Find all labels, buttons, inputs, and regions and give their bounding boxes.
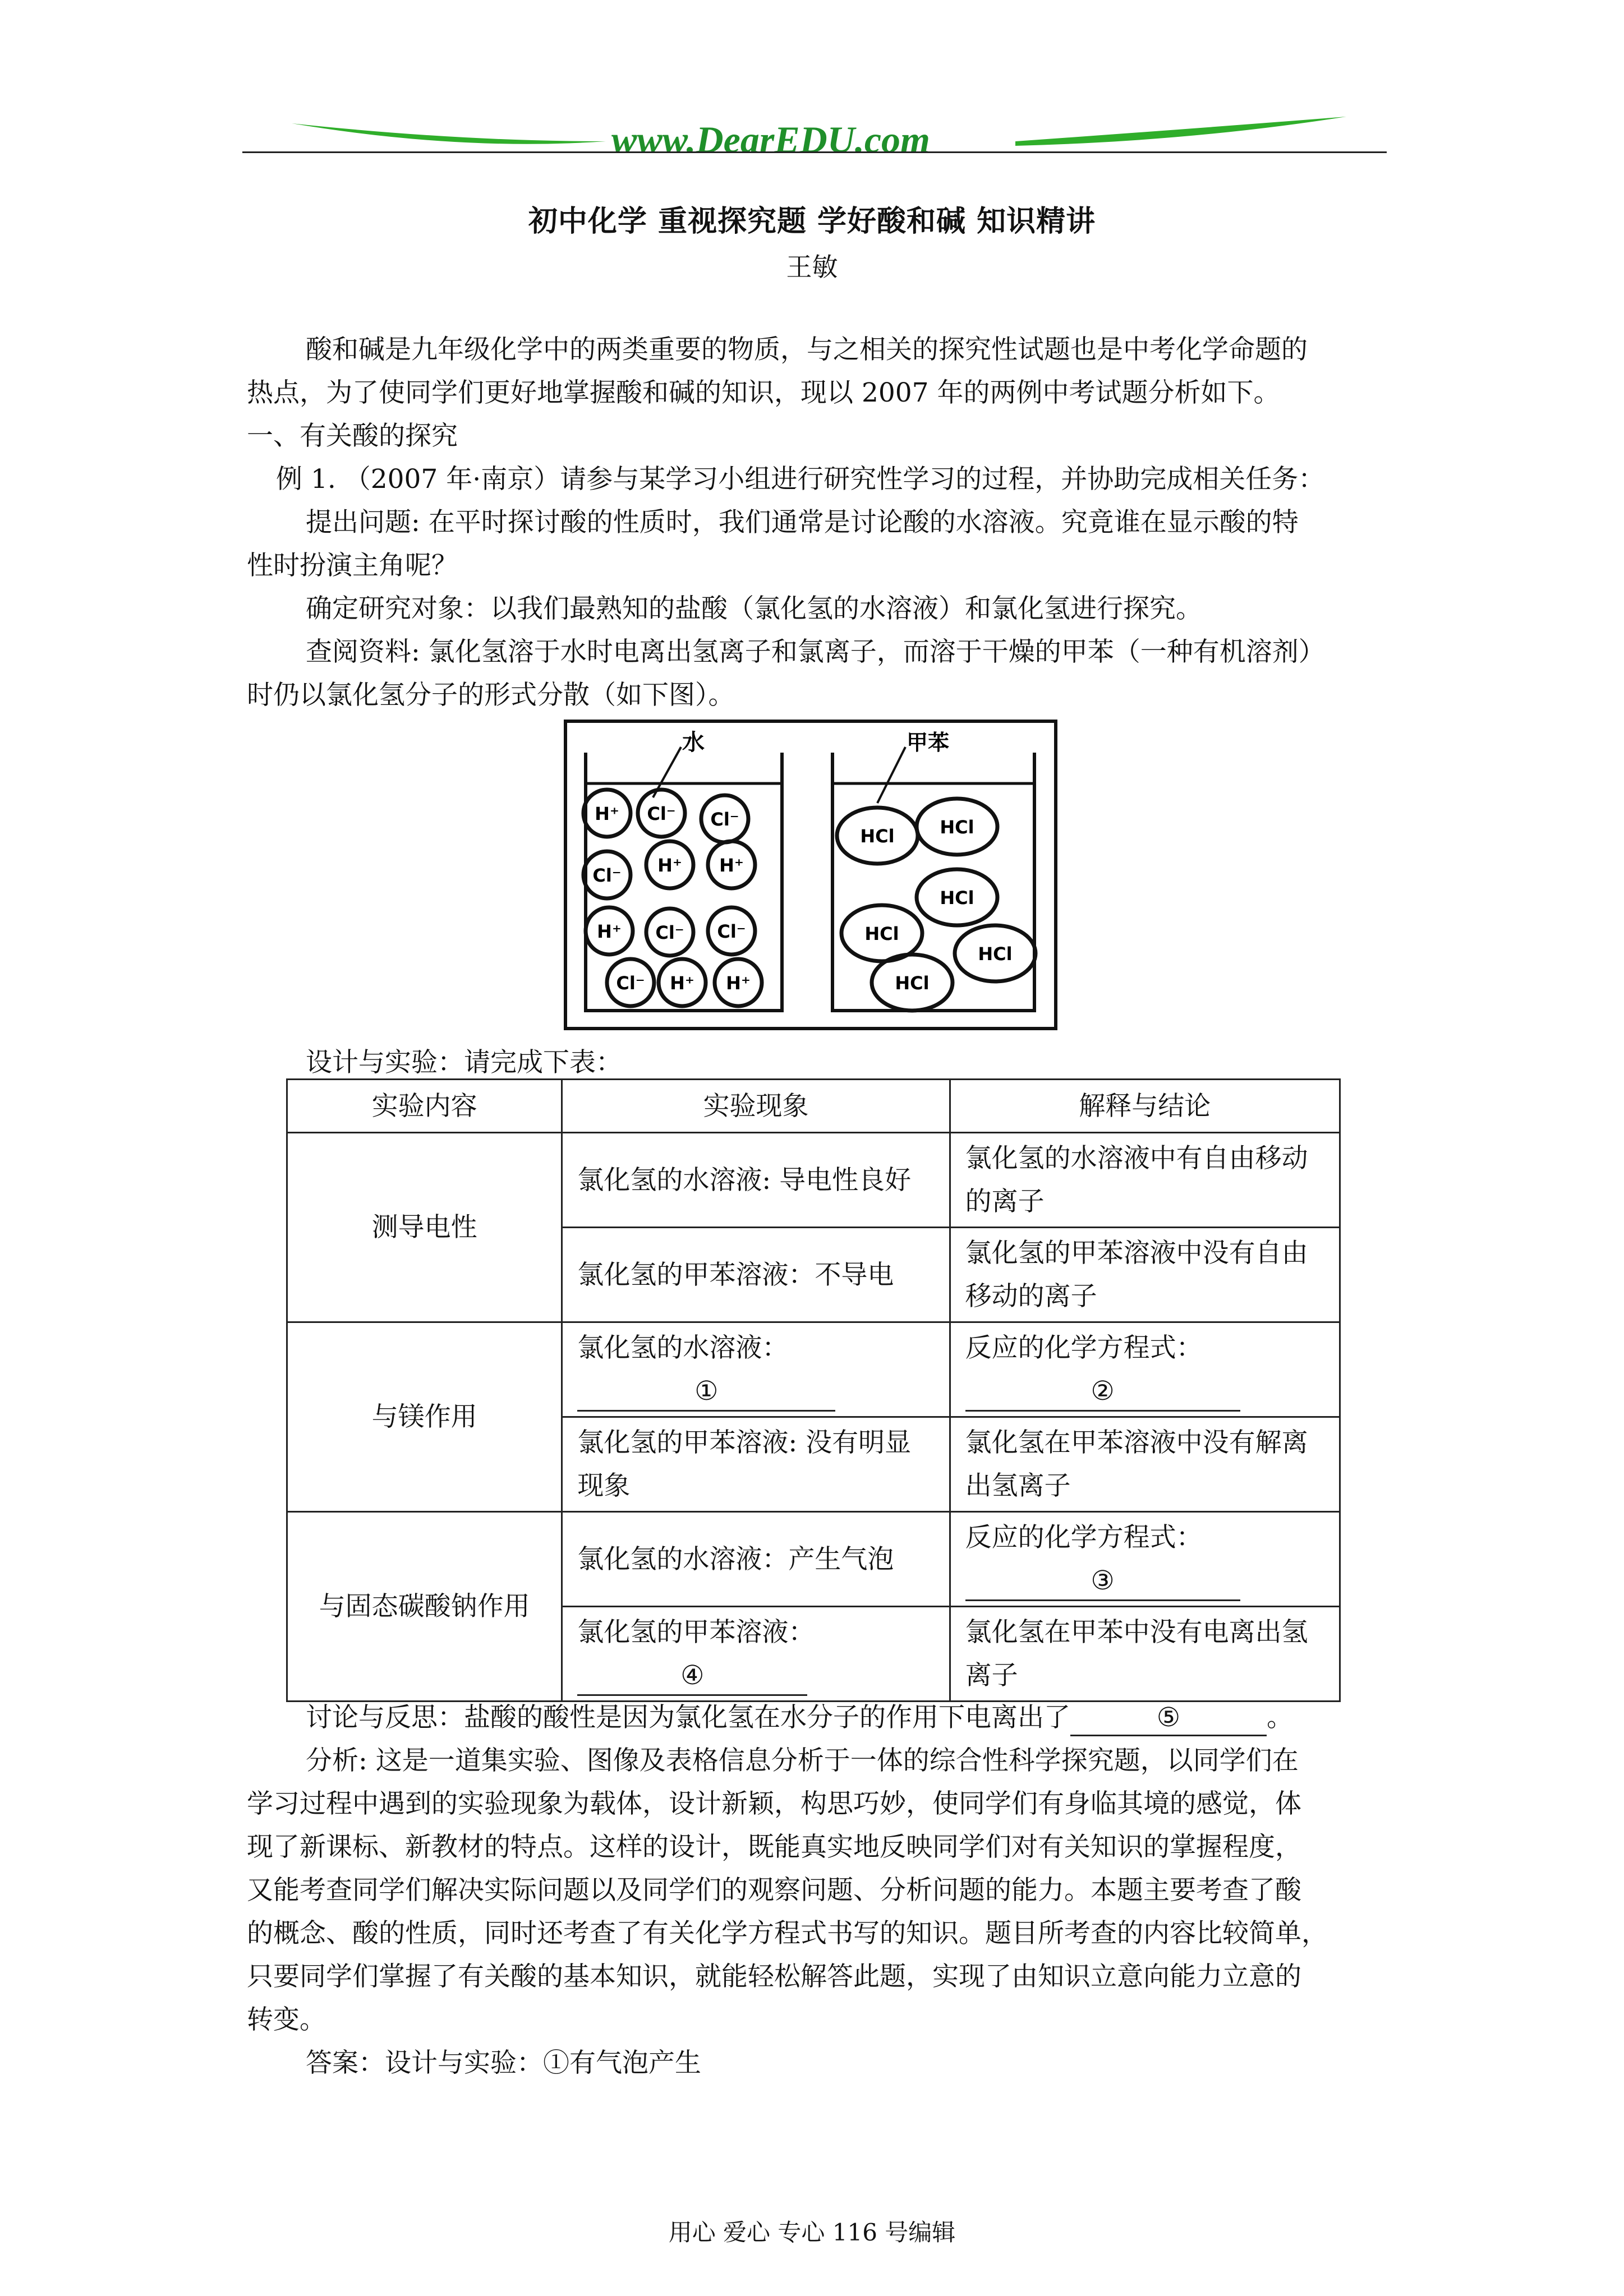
hcl-molecule xyxy=(955,925,1036,981)
discussion-suffix: 。 xyxy=(1267,1702,1293,1733)
conclusion-text: 反应的化学方程式： xyxy=(965,1522,1203,1553)
svg-text:Cl⁻: Cl⁻ xyxy=(647,803,676,824)
conclusion-cell: 氯化氢的甲苯溶液中没有自由移动的离子 xyxy=(950,1228,1340,1322)
table-header-row xyxy=(287,1080,1340,1133)
svg-text:H⁺: H⁺ xyxy=(719,855,744,876)
ion-particle xyxy=(708,841,755,888)
svg-text:H⁺: H⁺ xyxy=(726,972,751,994)
ion-particle xyxy=(659,959,706,1006)
svg-text:HCl: HCl xyxy=(860,826,895,847)
phenomenon-cell: 氯化氢的水溶液: 导电性良好 xyxy=(562,1133,950,1228)
intro-line-2: 热点，为了使同学们更好地掌握酸和碱的知识，现以 2007 年的两例中考试题分析如下。 xyxy=(247,377,1280,408)
svg-text:Cl⁻: Cl⁻ xyxy=(710,809,739,830)
svg-text:HCl: HCl xyxy=(895,972,930,994)
table-row xyxy=(287,1512,1340,1607)
hcl-molecule xyxy=(872,955,953,1011)
answer-blank-1[interactable]: ① xyxy=(577,1373,835,1412)
conclusion-text: 反应的化学方程式： xyxy=(965,1333,1203,1363)
section-heading: 一、有关酸的探究 xyxy=(247,421,458,451)
header-phenomenon: 实验现象 xyxy=(562,1080,950,1133)
logo-swoosh-left xyxy=(292,123,606,144)
question-line-2: 性时扮演主角呢？ xyxy=(247,550,458,581)
design-line: 设计与实验：请完成下表： xyxy=(306,1047,622,1078)
ion-particle xyxy=(715,959,762,1006)
hcl-molecule xyxy=(917,799,997,855)
page-footer: 用心 爱心 专心 116 号编辑 xyxy=(668,2219,956,2246)
svg-text:Cl⁻: Cl⁻ xyxy=(655,922,684,943)
hcl-molecule xyxy=(837,808,918,864)
toluene-beaker xyxy=(832,753,1034,1011)
answer-line: 答案：设计与实验：①有气泡产生 xyxy=(306,2048,701,2078)
phenomenon-cell xyxy=(562,1322,950,1417)
ref-line-2: 时仍以氯化氢分子的形式分散（如下图）。 xyxy=(247,680,735,711)
site-logo xyxy=(292,107,1346,168)
answer-blank-3[interactable]: ③ xyxy=(965,1562,1240,1601)
conclusion-cell: 氯化氢在甲苯中没有电离出氢离子 xyxy=(950,1607,1340,1702)
ion-particle xyxy=(646,841,693,888)
conclusion-cell xyxy=(950,1322,1340,1417)
svg-text:H⁺: H⁺ xyxy=(670,972,694,994)
conclusion-cell xyxy=(950,1512,1340,1607)
water-label: 水 xyxy=(682,730,705,755)
svg-text:HCl: HCl xyxy=(940,887,974,909)
analysis-line: 学习过程中遇到的实验现象为载体，设计新颖，构思巧妙，使同学们有身临其境的感觉，体 xyxy=(247,1788,1301,1819)
experiment-table xyxy=(286,1078,1341,1702)
phenomenon-cell xyxy=(562,1607,950,1702)
toluene-label-leader xyxy=(877,747,905,803)
svg-text:H⁺: H⁺ xyxy=(597,921,622,942)
conclusion-cell: 氯化氢在甲苯溶液中没有解离出氢离子 xyxy=(950,1417,1340,1512)
ion-particle xyxy=(708,907,755,955)
hcl-molecule xyxy=(917,869,997,925)
phenomenon-text: 氯化氢的水溶液： xyxy=(577,1333,789,1363)
svg-text:Cl⁻: Cl⁻ xyxy=(592,865,622,886)
analysis-line: 的概念、酸的性质，同时还考查了有关化学方程式书写的知识。题目所考查的内容比较简单， xyxy=(247,1918,1328,1949)
logo-swoosh-right xyxy=(1015,117,1346,146)
logo-text: www.DearEDU.com xyxy=(611,118,930,161)
analysis-line: 现了新课标、新教材的特点。这样的设计，既能真实地反映同学们对有关知识的掌握程度， xyxy=(247,1832,1301,1862)
table-row xyxy=(287,1322,1340,1417)
analysis-line: 只要同学们掌握了有关酸的基本知识，就能轻松解答此题，实现了由知识立意向能力立意的 xyxy=(247,1961,1301,1992)
discussion-prefix: 讨论与反思：盐酸的酸性是因为氯化氢在水分子的作用下电离出了 xyxy=(306,1702,1070,1733)
phenomenon-cell: 氯化氢的水溶液：产生气泡 xyxy=(562,1512,950,1607)
intro-line-1: 酸和碱是九年级化学中的两类重要的物质，与之相关的探究性试题也是中考化学命题的 xyxy=(306,334,1308,365)
dissolution-figure xyxy=(563,719,1058,1031)
phenomenon-text: 氯化氢的甲苯溶液： xyxy=(577,1617,815,1648)
svg-text:HCl: HCl xyxy=(864,923,899,944)
author: 王敏 xyxy=(786,252,838,282)
header-content: 实验内容 xyxy=(287,1080,562,1133)
ion-particle xyxy=(607,959,654,1006)
ion-particle xyxy=(583,851,631,898)
svg-text:H⁺: H⁺ xyxy=(595,803,619,824)
conclusion-cell: 氯化氢的水溶液中有自由移动的离子 xyxy=(950,1133,1340,1228)
content-magnesium: 与镁作用 xyxy=(287,1322,562,1512)
svg-text:Cl⁻: Cl⁻ xyxy=(616,972,645,994)
page-title: 初中化学 重视探究题 学好酸和碱 知识精讲 xyxy=(528,204,1096,238)
answer-blank-4[interactable]: ④ xyxy=(577,1657,807,1696)
example-heading: 例 1. （2007 年·南京）请参与某学习小组进行研究性学习的过程，并协助完成相关任务： xyxy=(276,464,1325,495)
ion-particle xyxy=(646,909,693,956)
svg-text:HCl: HCl xyxy=(978,943,1013,965)
content-sodium-carbonate: 与固态碳酸钠作用 xyxy=(287,1512,562,1702)
analysis-line: 转变。 xyxy=(247,2004,326,2035)
phenomenon-cell: 氯化氢的甲苯溶液：不导电 xyxy=(562,1228,950,1322)
object-line: 确定研究对象：以我们最熟知的盐酸（氯化氢的水溶液）和氯化氢进行探究。 xyxy=(306,593,1202,624)
table-row xyxy=(287,1133,1340,1228)
ion-particle xyxy=(701,795,748,842)
ion-particle xyxy=(586,907,633,955)
header-conclusion: 解释与结论 xyxy=(950,1080,1340,1133)
answer-blank-2[interactable]: ② xyxy=(965,1373,1240,1412)
analysis-line: 又能考查同学们解决实际问题以及同学们的观察问题、分析问题的能力。本题主要考查了酸 xyxy=(247,1875,1301,1906)
answer-blank-5[interactable]: ⑤ xyxy=(1070,1701,1267,1736)
toluene-label: 甲苯 xyxy=(907,730,950,755)
ref-line-1: 查阅资料: 氯化氢溶于水时电离出氢离子和氯离子，而溶于干燥的甲苯（一种有机溶剂） xyxy=(306,637,1325,667)
header-rule xyxy=(242,151,1387,153)
content-conductivity: 测导电性 xyxy=(287,1133,562,1322)
svg-text:Cl⁻: Cl⁻ xyxy=(717,921,746,942)
ion-particle xyxy=(583,790,631,837)
analysis-line: 分析: 这是一道集实验、图像及表格信息分析于一体的综合性科学探究题，以同学们在 xyxy=(306,1745,1299,1776)
question-line-1: 提出问题: 在平时探讨酸的性质时，我们通常是讨论酸的水溶液。究竟谁在显示酸的特 xyxy=(306,507,1299,538)
svg-text:H⁺: H⁺ xyxy=(657,855,682,876)
ion-particle xyxy=(638,790,685,837)
svg-text:HCl: HCl xyxy=(940,817,974,838)
discussion-line xyxy=(306,1696,1293,1739)
phenomenon-cell: 氯化氢的甲苯溶液: 没有明显现象 xyxy=(562,1417,950,1512)
